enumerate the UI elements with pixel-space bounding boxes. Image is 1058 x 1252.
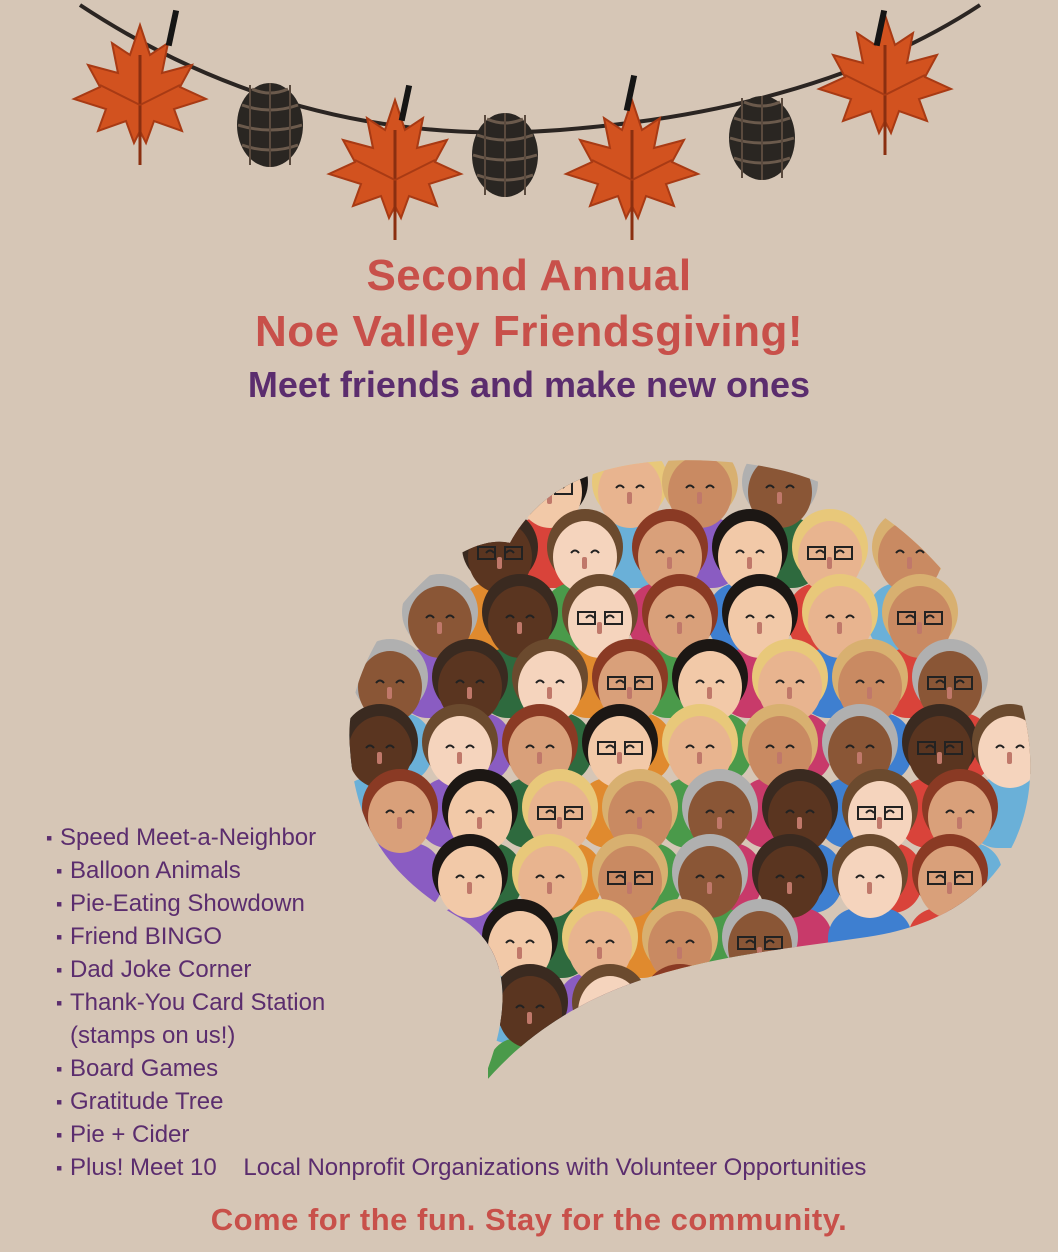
list-item: ▪ Board Games	[56, 1055, 219, 1083]
list-item: ▪ Gratitude Tree	[56, 1088, 224, 1116]
pinecone-icon	[729, 96, 795, 180]
clothespin-icon	[624, 75, 637, 111]
maple-leaf-icon	[329, 100, 461, 240]
list-item: ▪ Balloon Animals	[56, 857, 241, 885]
list-item: ▪ Plus! Meet 10 Local Nonprofit Organizations with Volunteer Opportunities	[56, 1154, 867, 1182]
list-item: ▪ Pie + Cider	[56, 1121, 190, 1149]
list-item: ▪ Friend BINGO	[56, 923, 223, 951]
list-item: ▪ Pie-Eating Showdown	[56, 890, 305, 918]
autumn-garland	[0, 0, 1058, 260]
maple-leaf-icon	[74, 25, 206, 165]
title-line-1: Second Annual	[366, 251, 692, 300]
list-item: (stamps on us!)	[70, 1022, 236, 1050]
title-line-2: Noe Valley Friendsgiving!	[255, 307, 803, 356]
clothespin-icon	[399, 85, 412, 121]
pinecone-icon	[237, 83, 303, 167]
title-block	[0, 248, 1058, 408]
clothespin-icon	[166, 10, 179, 46]
list-item: ▪ Dad Joke Corner	[56, 956, 252, 984]
list-item: ▪ Thank-You Card Station	[56, 989, 326, 1017]
activities-list	[46, 822, 1026, 1185]
maple-leaf-icon	[566, 100, 698, 240]
list-item: ▪ Speed Meet-a-Neighbor	[46, 824, 317, 851]
subtitle: Meet friends and make new ones	[247, 364, 811, 405]
footer-tagline: Come for the fun. Stay for the community.	[210, 1202, 848, 1237]
pinecone-icon	[472, 113, 538, 197]
